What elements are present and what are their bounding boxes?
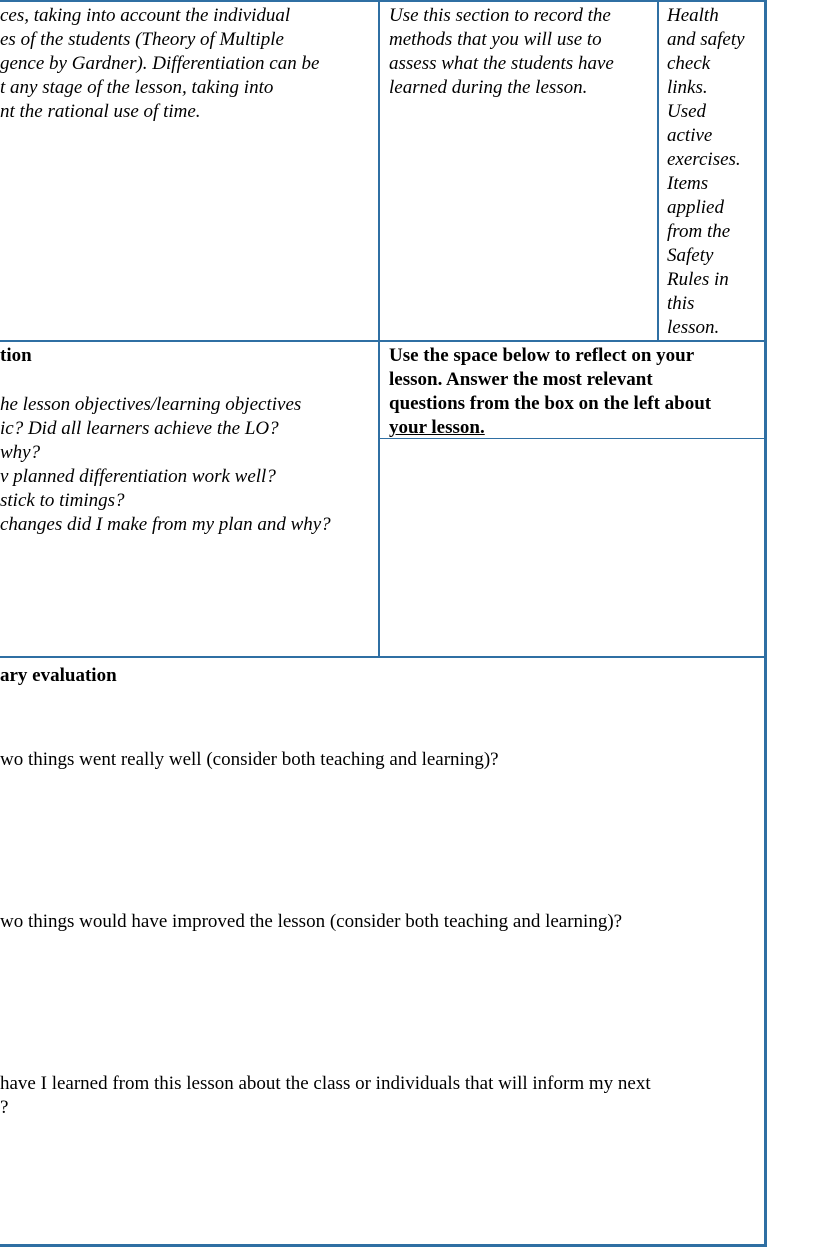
differentiation-line: gence by Gardner). Differentiation can be [0,53,320,74]
divider-top-col2 [657,0,659,342]
health-line: Health [667,5,719,26]
health-line: exercises. [667,149,741,170]
outer-right-border [764,0,767,1247]
health-line: Items [667,173,709,194]
instruction-line: lesson. Answer the most relevant [389,369,653,390]
divider-row2 [0,656,766,658]
health-line: check [667,53,711,74]
health-line: Used [667,101,707,122]
summary-question-3-line: ? [0,1097,9,1118]
differentiation-line: es of the students (Theory of Multiple [0,29,284,50]
assessment-line: learned during the lesson. [389,77,588,98]
reflection-question: changes did I make from my plan and why? [0,514,331,535]
assessment-line: Use this section to record the [389,5,611,26]
summary-heading: ary evaluation [0,665,117,686]
health-line: this [667,293,695,314]
assessment-cell [389,4,651,100]
health-line: Safety [667,245,714,266]
health-line: applied [667,197,724,218]
reflection-instruction [389,344,761,440]
reflection-question: stick to timings? [0,490,125,511]
reflection-question: he lesson objectives/learning objectives [0,394,302,415]
summary-answer-area-3[interactable] [0,1124,760,1239]
reflection-questions [0,393,372,537]
differentiation-line: t any stage of the lesson, taking into [0,77,274,98]
health-line: active [667,125,713,146]
summary-answer-area-2[interactable] [0,938,760,1058]
reflection-answer-area[interactable] [380,440,764,655]
reflection-heading: tion [0,345,32,366]
health-line: from the [667,221,731,242]
reflection-question: why? [0,442,41,463]
instruction-line: your lesson. [389,417,485,438]
summary-question-2: wo things would have improved the lesson (consider both teaching and learning)? [0,911,623,932]
instruction-line: Use the space below to reflect on your [389,345,695,366]
summary-question-3-line: have I learned from this lesson about the class or individuals that will inform my next [0,1073,651,1094]
summary-answer-area-1[interactable] [0,776,760,896]
reflection-question: ic? Did all learners achieve the LO? [0,418,279,439]
differentiation-line: nt the rational use of time. [0,101,201,122]
health-line: and safety [667,29,745,50]
differentiation-cell [0,4,372,124]
health-line: lesson. [667,317,720,338]
assessment-line: methods that you will use to [389,29,602,50]
differentiation-line: ces, taking into account the individual [0,5,291,26]
reflection-question: v planned differentiation work well? [0,466,276,487]
summary-question-3 [0,1072,760,1120]
summary-question-1: wo things went really well (consider both teaching and learning)? [0,749,499,770]
assessment-line: assess what the students have [389,53,614,74]
divider-row1 [0,340,766,342]
health-line: links. [667,77,708,98]
health-line: Rules in [667,269,729,290]
outer-bottom-border [0,1244,767,1247]
outer-top-border [0,0,766,2]
health-safety-cell [667,4,763,340]
instruction-line: questions from the box on the left about [389,393,712,414]
